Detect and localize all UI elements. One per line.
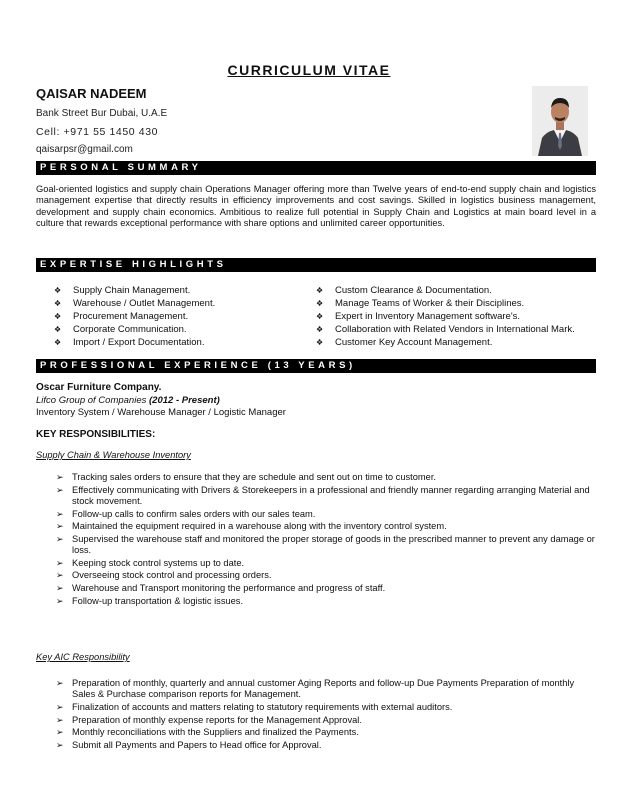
employment-period: (2012 - Present): [149, 395, 220, 406]
diamond-bullet-icon: ❖: [316, 286, 324, 295]
arrow-bullet-icon: ➢: [56, 484, 64, 495]
arrow-bullet-icon: ➢: [56, 702, 64, 712]
diamond-bullet-icon: ❖: [316, 299, 324, 308]
expertise-list-left: [54, 284, 215, 349]
arrow-bullet-icon: ➢: [56, 582, 64, 593]
list-item: ❖ Collaboration with Related Vendors in International Mark.: [316, 324, 575, 335]
personal-summary-text: Goal-oriented logistics and supply chain Operations Manager offering more than Twelve years of end-to-end supply chain and logistics management expertise that directly results in efficiency improvements and cost savings. Skilled in logistics business management, development and supply chain economics. Ambitious to realize full potential in Supply Chain and Logistics at main board level in a culture that rewards exceptional performance with share options and unlimited career opportunities.: [36, 184, 596, 228]
diamond-bullet-icon: ❖: [54, 312, 62, 321]
list-item: ❖ Manage Teams of Worker & their Disciplines.: [316, 298, 525, 309]
arrow-bullet-icon: ➢: [56, 508, 64, 519]
subheading-key-aic: Key AIC Responsibility: [36, 652, 130, 662]
arrow-bullet-icon: ➢: [56, 678, 64, 688]
list-item: ➢ Monthly reconciliations with the Suppliers and finalized the Payments.: [56, 727, 359, 738]
diamond-bullet-icon: ❖: [316, 325, 324, 334]
list-item: ➢ Supervised the warehouse staff and monitored the proper storage of goods in the prescribed manner to prevent any damage or loss.: [56, 533, 595, 556]
list-item: ❖ Customer Key Account Management.: [316, 337, 493, 348]
list-item: ➢ Follow-up transportation & logistic issues.: [56, 595, 244, 606]
candidate-name: QAISAR NADEEM: [36, 86, 147, 101]
responsibility-list-aic: [56, 678, 596, 752]
list-item: ❖ Corporate Communication.: [54, 324, 187, 335]
diamond-bullet-icon: ❖: [316, 338, 324, 347]
key-responsibilities-heading: KEY RESPONSIBILITIES:: [36, 429, 156, 440]
company-name: Oscar Furniture Company.: [36, 382, 162, 393]
diamond-bullet-icon: ❖: [54, 286, 62, 295]
list-item: ➢ Preparation of monthly expense reports for the Management Approval.: [56, 714, 362, 725]
subheading-supply-chain: Supply Chain & Warehouse Inventory: [36, 450, 191, 460]
arrow-bullet-icon: ➢: [56, 570, 64, 581]
job-role: Inventory System / Warehouse Manager / Logistic Manager: [36, 407, 286, 418]
expertise-list-right: [316, 284, 575, 349]
diamond-bullet-icon: ❖: [316, 312, 324, 321]
arrow-bullet-icon: ➢: [56, 472, 64, 482]
portrait-image: [532, 86, 588, 156]
list-item: ➢ Overseeing stock control and processing orders.: [56, 570, 272, 581]
list-item: ➢ Keeping stock control systems up to date.: [56, 557, 245, 568]
list-item: ❖ Expert in Inventory Management software's.: [316, 311, 521, 322]
list-item: ➢ Tracking sales orders to ensure that they are schedule and sent out on time to customer.: [56, 472, 436, 482]
list-item: ➢ Maintained the equipment required in a warehouse along with the inventory control system.: [56, 521, 447, 532]
arrow-bullet-icon: ➢: [56, 533, 64, 544]
list-item: ❖ Warehouse / Outlet Management.: [54, 298, 216, 309]
responsibility-list-supply-chain: [56, 472, 596, 608]
arrow-bullet-icon: ➢: [56, 557, 64, 568]
phone: Cell: +971 55 1450 430: [36, 126, 159, 138]
document-title: CURRICULUM VITAE: [227, 62, 391, 78]
diamond-bullet-icon: ❖: [54, 325, 62, 334]
list-item: ❖ Procurement Management.: [54, 311, 189, 322]
diamond-bullet-icon: ❖: [54, 299, 62, 308]
list-item: ❖ Supply Chain Management.: [54, 285, 191, 296]
arrow-bullet-icon: ➢: [56, 595, 64, 606]
arrow-bullet-icon: ➢: [56, 714, 64, 725]
group-name: Lifco Group of Companies: [36, 395, 147, 406]
arrow-bullet-icon: ➢: [56, 521, 64, 532]
list-item: ➢ Follow-up calls to confirm sales orders with our sales team.: [56, 508, 316, 519]
arrow-bullet-icon: ➢: [56, 739, 64, 750]
address: Bank Street Bur Dubai, U.A.E: [36, 108, 168, 119]
list-item: ➢ Finalization of accounts and matters relating to statutory requirements with external auditors.: [56, 702, 453, 712]
section-heading-personal-summary: PERSONAL SUMMARY: [36, 161, 596, 175]
list-item: ➢ Preparation of monthly, quarterly and annual customer Aging Reports and follow-up Due Payments Preparation of monthly Sales & Purchase comparison reports for Management.: [56, 678, 575, 700]
email: qaisarpsr@gmail.com: [36, 144, 133, 155]
list-item: ❖ Import / Export Documentation.: [54, 337, 205, 348]
list-item: ➢ Effectively communicating with Drivers & Storekeepers in a professional and friendly manner regarding arranging Material and stock movement.: [56, 484, 590, 506]
section-heading-experience: PROFESSIONAL EXPERIENCE (13 YEARS): [36, 359, 596, 373]
diamond-bullet-icon: ❖: [54, 338, 62, 347]
list-item: ❖ Custom Clearance & Documentation.: [316, 285, 492, 296]
section-heading-expertise: EXPERTISE HIGHLIGHTS: [36, 258, 596, 272]
arrow-bullet-icon: ➢: [56, 727, 64, 738]
company-group: [36, 395, 220, 406]
profile-photo: [532, 86, 588, 156]
list-item: ➢ Warehouse and Transport monitoring the performance and progress of staff.: [56, 582, 386, 593]
list-item: ➢ Submit all Payments and Papers to Head office for Approval.: [56, 739, 322, 750]
